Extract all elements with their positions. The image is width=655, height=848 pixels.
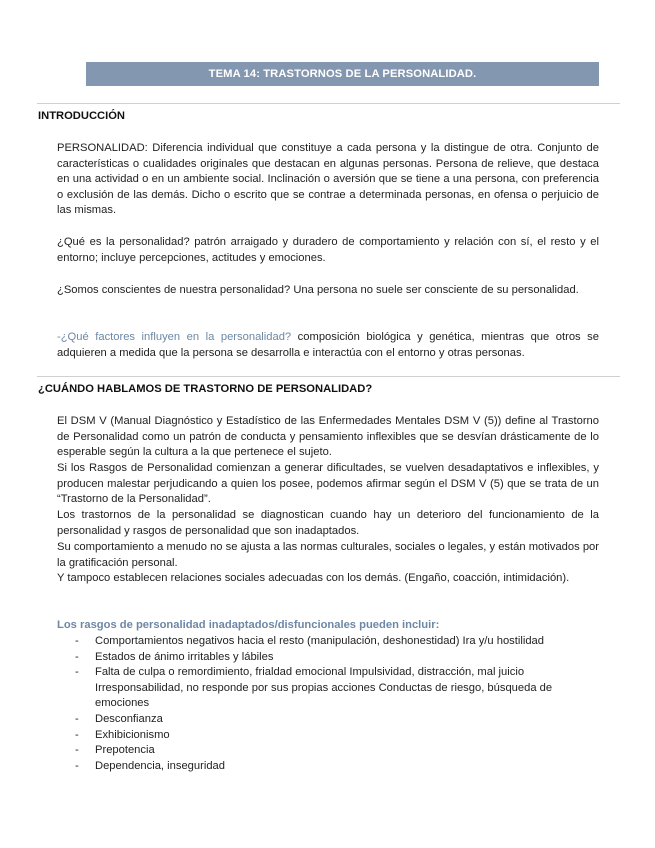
list-item: - Dependencia, inseguridad [75, 759, 225, 772]
paragraph-rasgos-dificultades: Si los Rasgos de Personalidad comienzan a generar dificultades, se vuelven desadaptativos e inflexibles, y producen malestar perjudicando a quien los posee, podemos afirmar según el DSM V (5) que se trata de un “Trastorno de la Personalidad”. [57, 462, 599, 506]
paragraph-dsm-definition: El DSM V (Manual Diagnóstico y Estadístico de las Enfermedades Mentales DSM V (5)) define al Trastorno de Personalidad como un patrón de conducta y pensamiento inflexibles que se desvían drásticamente de lo esperable según la cultura a la que pertenece el sujeto. [57, 415, 599, 459]
section-heading-trastorno: ¿CUÁNDO HABLAMOS DE TRASTORNO DE PERSONALIDAD? [38, 383, 373, 395]
section-heading-introduccion: INTRODUCCIÓN [38, 110, 126, 122]
paragraph-que-es-personalidad: ¿Qué es la personalidad? patrón arraigado y duradero de comportamiento y relación con sí, el resto y el entorno; incluye percepciones, actitudes y emociones. [57, 236, 599, 264]
list-item: - Estados de ánimo irritables y lábiles [75, 650, 274, 663]
list-item: - Prepotencia [75, 744, 155, 757]
rasgos-heading: Los rasgos de personalidad inadaptados/disfuncionales pueden incluir: [57, 619, 440, 631]
page-title: TEMA 14: TRASTORNOS DE LA PERSONALIDAD. [86, 62, 599, 86]
paragraph-comportamiento: Su comportamiento a menudo no se ajusta a las normas culturales, sociales o legales, y están motivados por la gratificación personal. [57, 541, 599, 569]
list-item: - Falta de culpa o remordimiento, frialdad emocional Impulsividad, distracción, mal juicio Irresponsabilidad, no responde por sus propias acciones Conductas de riesgo, búsqueda de emociones [75, 666, 553, 710]
paragraph-diagnostico: Los trastornos de la personalidad se diagnostican cuando hay un deterioro del funcionamiento de la personalidad y rasgos de personalidad que son inadaptados. [57, 509, 599, 537]
divider [37, 376, 620, 377]
list-item: - Comportamientos negativos hacia el resto (manipulación, deshonestidad) Ira y/u hostilidad [75, 635, 544, 647]
paragraph-relaciones-sociales: Y tampoco establecen relaciones sociales adecuadas con los demás. (Engaño, coacción, intimidación). [57, 572, 570, 584]
factores-question: -¿Qué factores influyen en la personalidad? [57, 331, 292, 343]
factores-answer: composición biológica y genética, mientras que otros se adquieren a medida que la persona se desarrolla e interactúa con el entorno y otras personas. [57, 331, 599, 359]
divider [37, 103, 620, 104]
paragraph-personalidad-definition: PERSONALIDAD: Diferencia individual que constituye a cada persona y la distingue de otra. Conjunto de características o cualidades originales que destacan en algunas personas. Persona de relieve, que destaca en una actividad o en un ambiente social. Inclinación o aversión que se tiene a una persona, con preferencia o exclusión de las demás. Dicho o escrito que se contrae a determinada personas, en ofensa o perjuicio de las mismas. [57, 142, 599, 217]
paragraph-factores [57, 330, 599, 361]
rasgos-list [57, 634, 599, 774]
list-item: - Desconfianza [75, 712, 163, 725]
list-item: - Exhibicionismo [75, 728, 170, 741]
paragraph-somos-conscientes: ¿Somos conscientes de nuestra personalidad? Una persona no suele ser consciente de su personalidad. [57, 284, 579, 296]
